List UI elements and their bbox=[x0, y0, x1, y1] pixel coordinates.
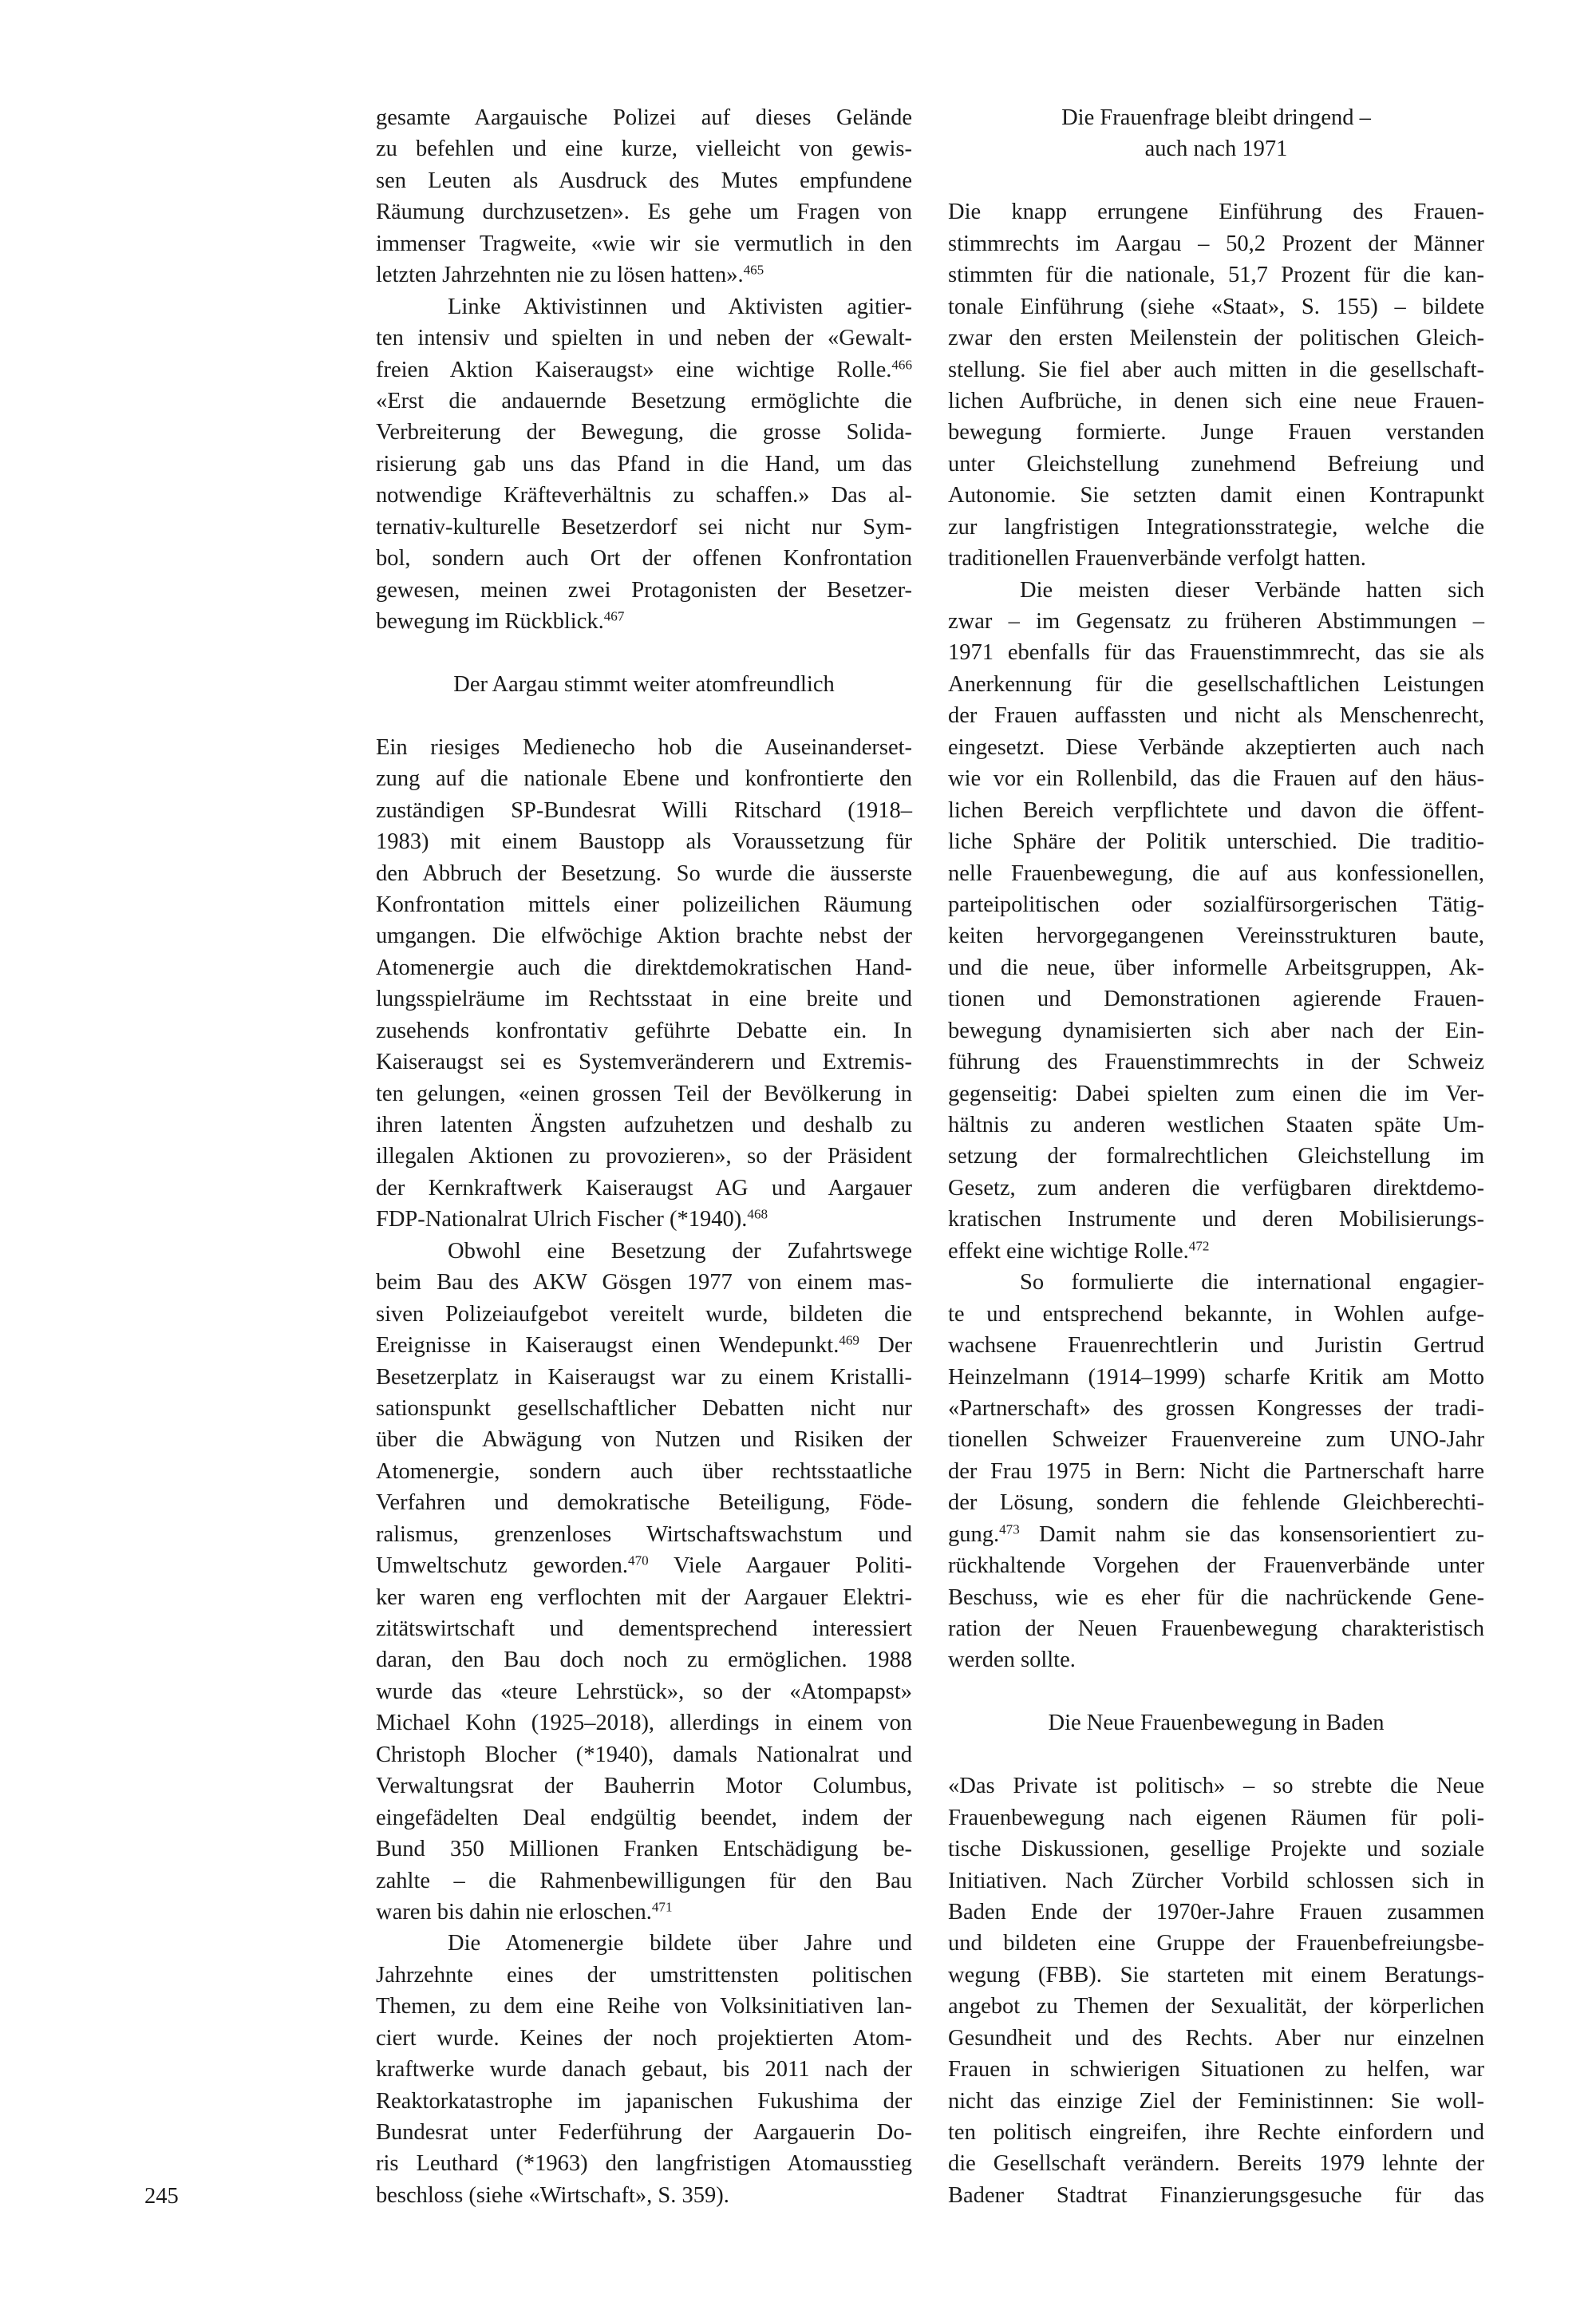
paragraph-line: bewegung formierte. Junge Frauen verstanden bbox=[948, 420, 1484, 445]
paragraph-line: zur langfristigen Integrationsstrategie, welche die bbox=[948, 514, 1484, 540]
paragraph-line: Gesundheit und des Rechts. Aber nur einzelnen bbox=[948, 2025, 1484, 2051]
paragraph-line: liche Sphäre der Politik unterschied. Die traditio- bbox=[948, 829, 1484, 855]
paragraph-line: der Frau 1975 in Bern: Nicht die Partnerschaft harre bbox=[948, 1458, 1484, 1484]
footnote-ref: 471 bbox=[651, 1899, 673, 1915]
paragraph-line: siven Polizeiaufgebot vereitelt wurde, bildeten die bbox=[376, 1301, 912, 1327]
section-heading: auch nach 1971 bbox=[1144, 136, 1288, 162]
page-number: 245 bbox=[144, 2184, 179, 2209]
paragraph-line: Frauen in schwierigen Situationen zu helfen, war bbox=[948, 2057, 1484, 2083]
paragraph-line: wegung (FBB). Sie starteten mit einem Beratungs- bbox=[948, 1962, 1484, 1988]
paragraph-line: «Das Private ist politisch» – so strebte die Neue bbox=[948, 1774, 1484, 1799]
paragraph-line: beim Bau des AKW Gösgen 1977 von einem mas- bbox=[376, 1270, 912, 1295]
paragraph-line: Die Atomenergie bildete über Jahre und bbox=[448, 1931, 912, 1956]
paragraph-line: zusehends konfrontativ geführte Debatte ein. In bbox=[376, 1018, 912, 1043]
paragraph-line: te und entsprechend bekannte, in Wohlen aufge- bbox=[948, 1301, 1484, 1327]
paragraph-line: 1983) mit einem Baustopp als Voraussetzung für bbox=[376, 829, 912, 855]
blank-line bbox=[376, 700, 912, 731]
paragraph-line: Ereignisse in Kaiseraugst einen Wendepunkt.$^{469}$ Der bbox=[376, 1332, 912, 1359]
paragraph-line: Themen, zu dem eine Reihe von Volksinitiativen lan- bbox=[376, 1994, 912, 2019]
paragraph-line: Besetzerplatz in Kaiseraugst war zu einem Kristalli- bbox=[376, 1364, 912, 1390]
paragraph-line: der Lösung, sondern die fehlende Gleichberechti- bbox=[948, 1490, 1484, 1516]
footnote-ref: 472 bbox=[1188, 1238, 1210, 1254]
paragraph-line: Beschuss, wie es eher für die nachrückende Gene- bbox=[948, 1584, 1484, 1610]
paragraph-line: stellung. Sie fiel aber auch mitten in die gesellschaft- bbox=[948, 357, 1484, 382]
paragraph-line: hältnis zu anderen westlichen Staaten späte Um- bbox=[948, 1113, 1484, 1137]
footnote-ref: 467 bbox=[603, 608, 625, 624]
paragraph-line: unter Gleichstellung zunehmend Befreiung und bbox=[948, 451, 1484, 477]
paragraph-line: Die meisten dieser Verbände hatten sich bbox=[1020, 577, 1484, 603]
paragraph-line: wachsene Frauenrechtlerin und Juristin Gertrud bbox=[948, 1333, 1484, 1359]
paragraph-line: zahlte – die Rahmenbewilligungen für den Bau bbox=[376, 1868, 912, 1893]
paragraph-line: sen Leuten als Ausdruck des Mutes empfundene bbox=[376, 168, 912, 193]
paragraph-line: tionen und Demonstrationen agierende Frauen- bbox=[948, 987, 1484, 1012]
paragraph-line: umgangen. Die elfwöchige Aktion brachte nebst der bbox=[376, 924, 912, 949]
paragraph-line: Initiativen. Nach Zürcher Vorbild schlossen sich in bbox=[948, 1868, 1484, 1893]
paragraph-line: ration der Neuen Frauenbewegung charakteristisch bbox=[948, 1616, 1484, 1641]
paragraph-line: lichen Bereich verpflichtete und davon die öffent- bbox=[948, 797, 1484, 823]
footnote-ref: 469 bbox=[839, 1332, 859, 1348]
paragraph-line: werden sollte. bbox=[948, 1648, 1076, 1673]
paragraph-line: So formulierte die international engagier- bbox=[1020, 1270, 1484, 1295]
paragraph-line: immenser Tragweite, «wie wir sie vermutlich in den bbox=[376, 231, 912, 256]
paragraph-line: letzten Jahrzehnten nie zu lösen hatten».$^{465}$ bbox=[376, 262, 764, 288]
paragraph-line: angebot zu Themen der Sexualität, der körperlichen bbox=[948, 1994, 1484, 2019]
paragraph-line: tionellen Schweizer Frauenvereine zum UNO-Jahr bbox=[948, 1427, 1484, 1453]
paragraph-line: zuständigen SP-Bundesrat Willi Ritschard (1918– bbox=[376, 797, 912, 823]
paragraph-line: gung.$^{473}$ Damit nahm sie das konsensorientiert zu- bbox=[948, 1521, 1484, 1547]
paragraph-line: freien Aktion Kaiseraugst» eine wichtige Rolle.$^{466}$ bbox=[376, 357, 912, 382]
section-heading: Der Aargau stimmt weiter atomfreundlich bbox=[453, 671, 835, 697]
blank-line bbox=[948, 1676, 1484, 1707]
paragraph-line: den Abbruch der Besetzung. So wurde die äusserste bbox=[376, 860, 912, 886]
paragraph-line: ris Leuthard (*1963) den langfristigen Atomausstieg bbox=[376, 2151, 912, 2177]
blank-line bbox=[376, 637, 912, 668]
paragraph-line: Verfahren und demokratische Beteiligung, Föde- bbox=[376, 1490, 912, 1516]
paragraph-line: Gesetz, zum anderen die verfügbaren direktdemo- bbox=[948, 1175, 1484, 1201]
paragraph-line: Räumung durchzusetzen». Es gehe um Fragen von bbox=[376, 200, 912, 225]
paragraph-line: Kaiseraugst sei es Systemveränderern und Extremis- bbox=[376, 1050, 912, 1075]
paragraph-line: Verbreiterung der Bewegung, die grosse Solida- bbox=[376, 420, 912, 445]
paragraph-line: parteipolitischen oder sozialfürsorgerischen Tätig- bbox=[948, 892, 1484, 917]
paragraph-line: Umweltschutz geworden.$^{470}$ Viele Aargauer Politi- bbox=[376, 1553, 912, 1579]
paragraph-line: nelle Frauenbewegung, die auf aus konfessionellen, bbox=[948, 860, 1484, 886]
paragraph-line: waren bis dahin nie erloschen.$^{471}$ bbox=[376, 1899, 673, 1924]
paragraph-line: Jahrzehnte eines der umstrittensten politischen bbox=[376, 1962, 912, 1988]
blank-line bbox=[948, 165, 1484, 196]
paragraph-line: tische Diskussionen, gesellige Projekte und soziale bbox=[948, 1837, 1484, 1862]
paragraph-line: sationspunkt gesellschaftlicher Debatten nicht nur bbox=[376, 1395, 912, 1421]
paragraph-line: nicht das einzige Ziel der Feministinnen: Sie woll- bbox=[948, 2088, 1484, 2114]
paragraph-line: rückhaltende Vorgehen der Frauenverbände unter bbox=[948, 1553, 1484, 1579]
paragraph-line: notwendige Kräfteverhältnis zu schaffen.» Das al- bbox=[376, 483, 912, 508]
paragraph-line: der Kernkraftwerk Kaiseraugst AG und Aargauer bbox=[376, 1175, 912, 1201]
paragraph-line: Autonomie. Sie setzten damit einen Kontrapunkt bbox=[948, 483, 1484, 508]
paragraph-line: ciert wurde. Keines der noch projektierten Atom- bbox=[376, 2025, 912, 2051]
footnote-ref: 470 bbox=[628, 1553, 649, 1568]
paragraph-line: Michael Kohn (1925–2018), allerdings in einem von bbox=[376, 1711, 912, 1736]
paragraph-line: und bildeten eine Gruppe der Frauenbefreiungsbe- bbox=[948, 1931, 1484, 1956]
footnote-ref: 473 bbox=[999, 1521, 1020, 1537]
paragraph-line: Heinzelmann (1914–1999) scharfe Kritik am Motto bbox=[948, 1364, 1484, 1390]
paragraph-line: über die Abwägung von Nutzen und Risiken der bbox=[376, 1427, 912, 1453]
paragraph-line: eingefädelten Deal endgültig beendet, indem der bbox=[376, 1805, 912, 1830]
paragraph-line: bewegung dynamisierten sich aber nach der Ein- bbox=[948, 1018, 1484, 1043]
paragraph-line: Bund 350 Millionen Franken Entschädigung be- bbox=[376, 1837, 912, 1862]
paragraph-line: zu befehlen und eine kurze, vielleicht von gewis- bbox=[376, 136, 912, 162]
paragraph-line: ralismus, grenzenloses Wirtschaftswachstum und bbox=[376, 1521, 912, 1547]
paragraph-line: setzung der formalrechtlichen Gleichstellung im bbox=[948, 1144, 1484, 1169]
section-heading: Die Neue Frauenbewegung in Baden bbox=[1048, 1711, 1385, 1736]
paragraph-line: tonale Einführung (siehe «Staat», S. 155) – bildete bbox=[948, 294, 1484, 319]
paragraph-line: gesamte Aargauische Polizei auf dieses Gelände bbox=[376, 105, 912, 130]
paragraph-line: Obwohl eine Besetzung der Zufahrtswege bbox=[448, 1238, 912, 1264]
blank-line bbox=[948, 1739, 1484, 1770]
footnote-ref: 466 bbox=[891, 357, 912, 373]
paragraph-line: traditionellen Frauenverbände verfolgt hatten. bbox=[948, 546, 1366, 572]
paragraph-line: Baden Ende der 1970er-Jahre Frauen zusammen bbox=[948, 1899, 1484, 1924]
paragraph-line: kraftwerke wurde danach gebaut, bis 2011 nach der bbox=[376, 2057, 912, 2083]
footnote-ref: 465 bbox=[743, 262, 764, 278]
paragraph-line: ker waren eng verflochten mit der Aargauer Elektri- bbox=[376, 1584, 912, 1610]
paragraph-line: kratischen Instrumente und deren Mobilisierungs- bbox=[948, 1207, 1484, 1232]
paragraph-line: Die knapp errungene Einführung des Frauen- bbox=[948, 200, 1484, 225]
paragraph-line: ihren latenten Ängsten aufzuhetzen und deshalb zu bbox=[376, 1113, 912, 1137]
paragraph-line: und die neue, über informelle Arbeitsgruppen, Ak- bbox=[948, 955, 1484, 980]
paragraph-line: effekt eine wichtige Rolle.$^{472}$ bbox=[948, 1238, 1210, 1264]
paragraph-line: daran, den Bau doch noch zu ermöglichen. 1988 bbox=[376, 1648, 912, 1673]
paragraph-line: bewegung im Rückblick.$^{467}$ bbox=[376, 608, 625, 634]
paragraph-line: stimmten für die nationale, 51,7 Prozent für die kan- bbox=[948, 263, 1484, 288]
paragraph-line: «Erst die andauernde Besetzung ermöglichte die bbox=[376, 388, 912, 413]
paragraph-line: wie vor ein Rollenbild, das die Frauen auf den häus- bbox=[948, 766, 1484, 792]
paragraph-line: führung des Frauenstimmrechts in der Schweiz bbox=[948, 1050, 1484, 1075]
paragraph-line: risierung gab uns das Pfand in die Hand, um das bbox=[376, 451, 912, 477]
text-column-right bbox=[948, 102, 1484, 2211]
paragraph-line: Linke Aktivistinnen und Aktivisten agitier- bbox=[448, 294, 912, 319]
paragraph-line: zitätswirtschaft und dementsprechend interessiert bbox=[376, 1616, 912, 1641]
section-heading: Die Frauenfrage bleibt dringend – bbox=[1061, 105, 1371, 130]
paragraph-line: Konfrontation mittels einer polizeilichen Räumung bbox=[376, 892, 912, 917]
paragraph-line: lungsspielräume im Rechtsstaat in eine breite und bbox=[376, 987, 912, 1012]
paragraph-line: Ein riesiges Medienecho hob die Auseinanderset- bbox=[376, 734, 912, 760]
paragraph-line: wurde das «teure Lehrstück», so der «Atompapst» bbox=[376, 1679, 912, 1704]
paragraph-line: bol, sondern auch Ort der offenen Konfrontation bbox=[376, 546, 912, 572]
paragraph-line: gewesen, meinen zwei Protagonisten der Besetzer- bbox=[376, 577, 912, 603]
paragraph-line: zwar – im Gegensatz zu früheren Abstimmungen – bbox=[948, 609, 1484, 634]
paragraph-line: gegenseitig: Dabei spielten zum einen die im Ver- bbox=[948, 1081, 1484, 1106]
paragraph-line: lichen Aufbrüche, in denen sich eine neue Frauen- bbox=[948, 388, 1484, 413]
paragraph-line: Atomenergie, sondern auch über rechtsstaatliche bbox=[376, 1458, 912, 1484]
paragraph-line: ten intensiv und spielten in und neben der «Gewalt- bbox=[376, 326, 912, 351]
paragraph-line: der Frauen auffassten und nicht als Menschenrecht, bbox=[948, 703, 1484, 729]
paragraph-line: Frauenbewegung nach eigenen Räumen für poli- bbox=[948, 1805, 1484, 1830]
paragraph-line: zung auf die nationale Ebene und konfrontierte den bbox=[376, 766, 912, 792]
footnote-ref: 468 bbox=[747, 1206, 768, 1222]
paragraph-line: ten politisch eingreifen, ihre Rechte einfordern und bbox=[948, 2120, 1484, 2145]
paragraph-line: Verwaltungsrat der Bauherrin Motor Columbus, bbox=[376, 1774, 912, 1799]
paragraph-line: Atomenergie auch die direktdemokratischen Hand- bbox=[376, 955, 912, 980]
paragraph-line: Reaktorkatastrophe im japanischen Fukushima der bbox=[376, 2088, 912, 2114]
paragraph-line: «Partnerschaft» des grossen Kongresses der tradi- bbox=[948, 1395, 1484, 1421]
paragraph-line: illegalen Aktionen zu provozieren», so der Präsident bbox=[376, 1144, 912, 1169]
paragraph-line: Badener Stadtrat Finanzierungsgesuche für das bbox=[948, 2182, 1484, 2208]
paragraph-line: zwar den ersten Meilenstein der politischen Gleich- bbox=[948, 326, 1484, 351]
paragraph-line: FDP-Nationalrat Ulrich Fischer (*1940).$^{468}$ bbox=[376, 1206, 768, 1232]
paragraph-line: keiten hervorgegangenen Vereinsstrukturen baute, bbox=[948, 924, 1484, 949]
paragraph-line: eingesetzt. Diese Verbände akzeptierten auch nach bbox=[948, 734, 1484, 760]
paragraph-line: ten gelungen, «einen grossen Teil der Bevölkerung in bbox=[376, 1081, 912, 1106]
paragraph-line: Bundesrat unter Federführung der Aargauerin Do- bbox=[376, 2120, 912, 2145]
paragraph-line: Anerkennung für die gesellschaftlichen Leistungen bbox=[948, 671, 1484, 697]
text-column-left bbox=[376, 102, 912, 2211]
paragraph-line: 1971 ebenfalls für das Frauenstimmrecht, das sie als bbox=[948, 640, 1484, 666]
paragraph-line: stimmrechts im Aargau – 50,2 Prozent der Männer bbox=[948, 231, 1484, 256]
paragraph-line: die Gesellschaft verändern. Bereits 1979 lehnte der bbox=[948, 2151, 1484, 2177]
paragraph-line: Christoph Blocher (*1940), damals Nationalrat und bbox=[376, 1742, 912, 1767]
paragraph-line: beschloss (siehe «Wirtschaft», S. 359). bbox=[376, 2182, 729, 2208]
paragraph-line: ternativ-kulturelle Besetzerdorf sei nicht nur Sym- bbox=[376, 514, 912, 540]
